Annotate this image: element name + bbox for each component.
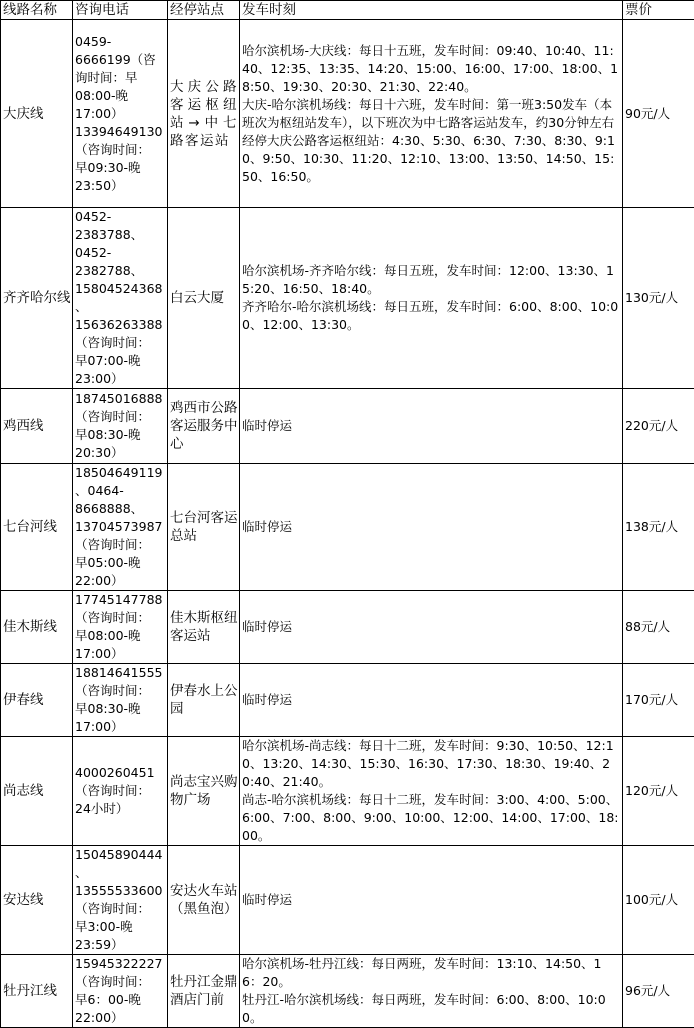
route-name: 佳木斯线 (1, 591, 73, 664)
consult-phone (73, 464, 168, 591)
route-name: 齐齐哈尔线 (1, 208, 73, 389)
departure-schedule (240, 664, 623, 737)
phone-line: 早07:00-晚 (75, 352, 166, 370)
ticket-price: 170元/人 (623, 664, 694, 737)
table-row (1, 208, 694, 389)
phone-line: 22:00） (75, 1009, 166, 1027)
consult-phone (73, 664, 168, 737)
phone-line: 18504649119 (75, 464, 166, 482)
phone-line: 、 (75, 298, 166, 316)
route-name: 安达线 (1, 846, 73, 955)
schedule-entry: 临时停运 (242, 691, 621, 709)
phone-line: 早08:30-晚 (75, 426, 166, 444)
schedule-entry: 哈尔滨机场-大庆线：每日十五班，发车时间：09:40、10:40、11:40、12:35、13:35、14:20、15:00、16:00、17:00、18:00、18:50、19:30、20:30、21:30、22:40。 (242, 42, 621, 96)
route-name: 尚志线 (1, 737, 73, 846)
departure-schedule (240, 389, 623, 464)
phone-line: 15045890444 (75, 846, 166, 864)
ticket-price: 100元/人 (623, 846, 694, 955)
route-name: 伊春线 (1, 664, 73, 737)
schedule-entry: 哈尔滨机场-尚志线：每日十二班，发车时间：9:30、10:50、12:10、13:20、14:30、15:30、16:30、17:30、18:30、19:40、20:40、21:40。 (242, 737, 621, 791)
header-stop: 经停站点 (168, 1, 240, 20)
departure-schedule (240, 846, 623, 955)
phone-line: 早6：00-晚 (75, 991, 166, 1009)
phone-line: 、0464- (75, 482, 166, 500)
schedule-entry: 牡丹江-哈尔滨机场线：每日两班，发车时间：6:00、8:00、10:00。 (242, 991, 621, 1027)
route-name: 大庆线 (1, 20, 73, 208)
phone-line: 2383788、 (75, 226, 166, 244)
phone-line: 22:00） (75, 572, 166, 590)
table-row (1, 846, 694, 955)
consult-phone (73, 591, 168, 664)
departure-schedule (240, 591, 623, 664)
stop-location: 白云大厦 (168, 208, 240, 389)
phone-line: 询时间：早 (75, 69, 166, 87)
phone-line: （咨询时间： (75, 609, 166, 627)
schedule-entry: 临时停运 (242, 518, 621, 536)
ticket-price: 220元/人 (623, 389, 694, 464)
phone-line: （咨询时间： (75, 782, 166, 800)
phone-line: （咨询时间： (75, 973, 166, 991)
phone-line: 15804524368 (75, 280, 166, 298)
consult-phone (73, 846, 168, 955)
schedule-entry: 齐齐哈尔-哈尔滨机场线：每日五班，发车时间：6:00、8:00、10:00、12:00、13:30。 (242, 298, 621, 334)
header-route: 线路名称 (1, 1, 73, 20)
schedule-entry: 临时停运 (242, 891, 621, 909)
departure-schedule (240, 737, 623, 846)
ticket-price: 88元/人 (623, 591, 694, 664)
header-row (1, 1, 694, 20)
table-row (1, 389, 694, 464)
phone-line: 18745016888 (75, 390, 166, 408)
phone-line: 0452- (75, 244, 166, 262)
phone-line: 0459- (75, 33, 166, 51)
phone-line: 23:59） (75, 936, 166, 954)
stop-location: 大庆公路客运枢纽站→中七路客运站 (168, 20, 240, 208)
ticket-price: 96元/人 (623, 955, 694, 1028)
stop-location: 鸡西市公路客运服务中心 (168, 389, 240, 464)
departure-schedule (240, 464, 623, 591)
stop-location: 牡丹江金鼎酒店门前 (168, 955, 240, 1028)
phone-line: 早05:00-晚 (75, 554, 166, 572)
phone-line: （咨询时间： (75, 682, 166, 700)
phone-line: 24小时） (75, 800, 166, 818)
table-row (1, 737, 694, 846)
phone-line: 17745147788 (75, 591, 166, 609)
phone-line: 8668888、 (75, 500, 166, 518)
table-row (1, 664, 694, 737)
phone-line: 早09:30-晚 (75, 159, 166, 177)
phone-line: 13704573987 (75, 518, 166, 536)
table-row (1, 20, 694, 208)
consult-phone (73, 208, 168, 389)
phone-line: 13555533600 (75, 882, 166, 900)
header-schedule: 发车时刻 (240, 1, 623, 20)
stop-location: 伊春水上公园 (168, 664, 240, 737)
phone-line: 18814641555 (75, 664, 166, 682)
phone-line: 20:30） (75, 444, 166, 462)
phone-line: 13394649130 (75, 123, 166, 141)
ticket-price: 130元/人 (623, 208, 694, 389)
phone-line: （咨询时间： (75, 141, 166, 159)
stop-location: 尚志宝兴购物广场 (168, 737, 240, 846)
departure-schedule (240, 208, 623, 389)
phone-line: 、 (75, 864, 166, 882)
stop-location: 佳木斯枢纽客运站 (168, 591, 240, 664)
departure-schedule (240, 20, 623, 208)
phone-line: 17:00） (75, 645, 166, 663)
phone-line: 早08:30-晚 (75, 700, 166, 718)
stop-location: 安达火车站（黑鱼泡） (168, 846, 240, 955)
phone-line: 0452- (75, 208, 166, 226)
ticket-price: 90元/人 (623, 20, 694, 208)
consult-phone (73, 389, 168, 464)
schedule-entry: 尚志-哈尔滨机场线：每日十二班，发车时间：3:00、4:00、5:00、6:00、7:00、8:00、9:00、10:00、12:00、14:00、17:00、18:00。 (242, 791, 621, 845)
phone-line: 4000260451 (75, 764, 166, 782)
header-price: 票价 (623, 1, 694, 20)
table-row (1, 591, 694, 664)
route-name: 七台河线 (1, 464, 73, 591)
consult-phone (73, 20, 168, 208)
phone-line: 17:00） (75, 105, 166, 123)
phone-line: 早08:00-晚 (75, 627, 166, 645)
phone-line: 17:00） (75, 718, 166, 736)
schedule-entry: 临时停运 (242, 618, 621, 636)
consult-phone (73, 737, 168, 846)
header-phone: 咨询电话 (73, 1, 168, 20)
phone-line: 08:00-晚 (75, 87, 166, 105)
table-row (1, 464, 694, 591)
phone-line: 6666199（咨 (75, 51, 166, 69)
route-name: 鸡西线 (1, 389, 73, 464)
schedule-entry: 哈尔滨机场-齐齐哈尔线：每日五班，发车时间：12:00、13:30、15:20、16:50、18:40。 (242, 262, 621, 298)
phone-line: 23:50） (75, 177, 166, 195)
phone-line: 2382788、 (75, 262, 166, 280)
ticket-price: 120元/人 (623, 737, 694, 846)
schedule-entry: 哈尔滨机场-牡丹江线：每日两班，发车时间：13:10、14:50、16：20。 (242, 955, 621, 991)
schedule-entry: 大庆-哈尔滨机场线：每日十六班，发车时间：第一班3:50发车（本班次为枢纽站发车），以下班次为中七路客运站发车，约30分钟左右经停大庆公路客运枢纽站：4:30、5:30、6:30、7:30、8:30、9:10、9:50、10:30、11:20、12:10、13:00、13:50、14:50、15:50、16:50。 (242, 96, 621, 186)
phone-line: 早3:00-晚 (75, 918, 166, 936)
phone-line: 15636263388 (75, 316, 166, 334)
ticket-price: 138元/人 (623, 464, 694, 591)
phone-line: （咨询时间： (75, 900, 166, 918)
phone-line: （咨询时间： (75, 334, 166, 352)
phone-line: （咨询时间： (75, 408, 166, 426)
phone-line: （咨询时间： (75, 536, 166, 554)
schedule-entry: 临时停运 (242, 417, 621, 435)
phone-line: 23:00） (75, 370, 166, 388)
stop-location: 七台河客运总站 (168, 464, 240, 591)
phone-line: 15945322227 (75, 955, 166, 973)
route-name: 牡丹江线 (1, 955, 73, 1028)
